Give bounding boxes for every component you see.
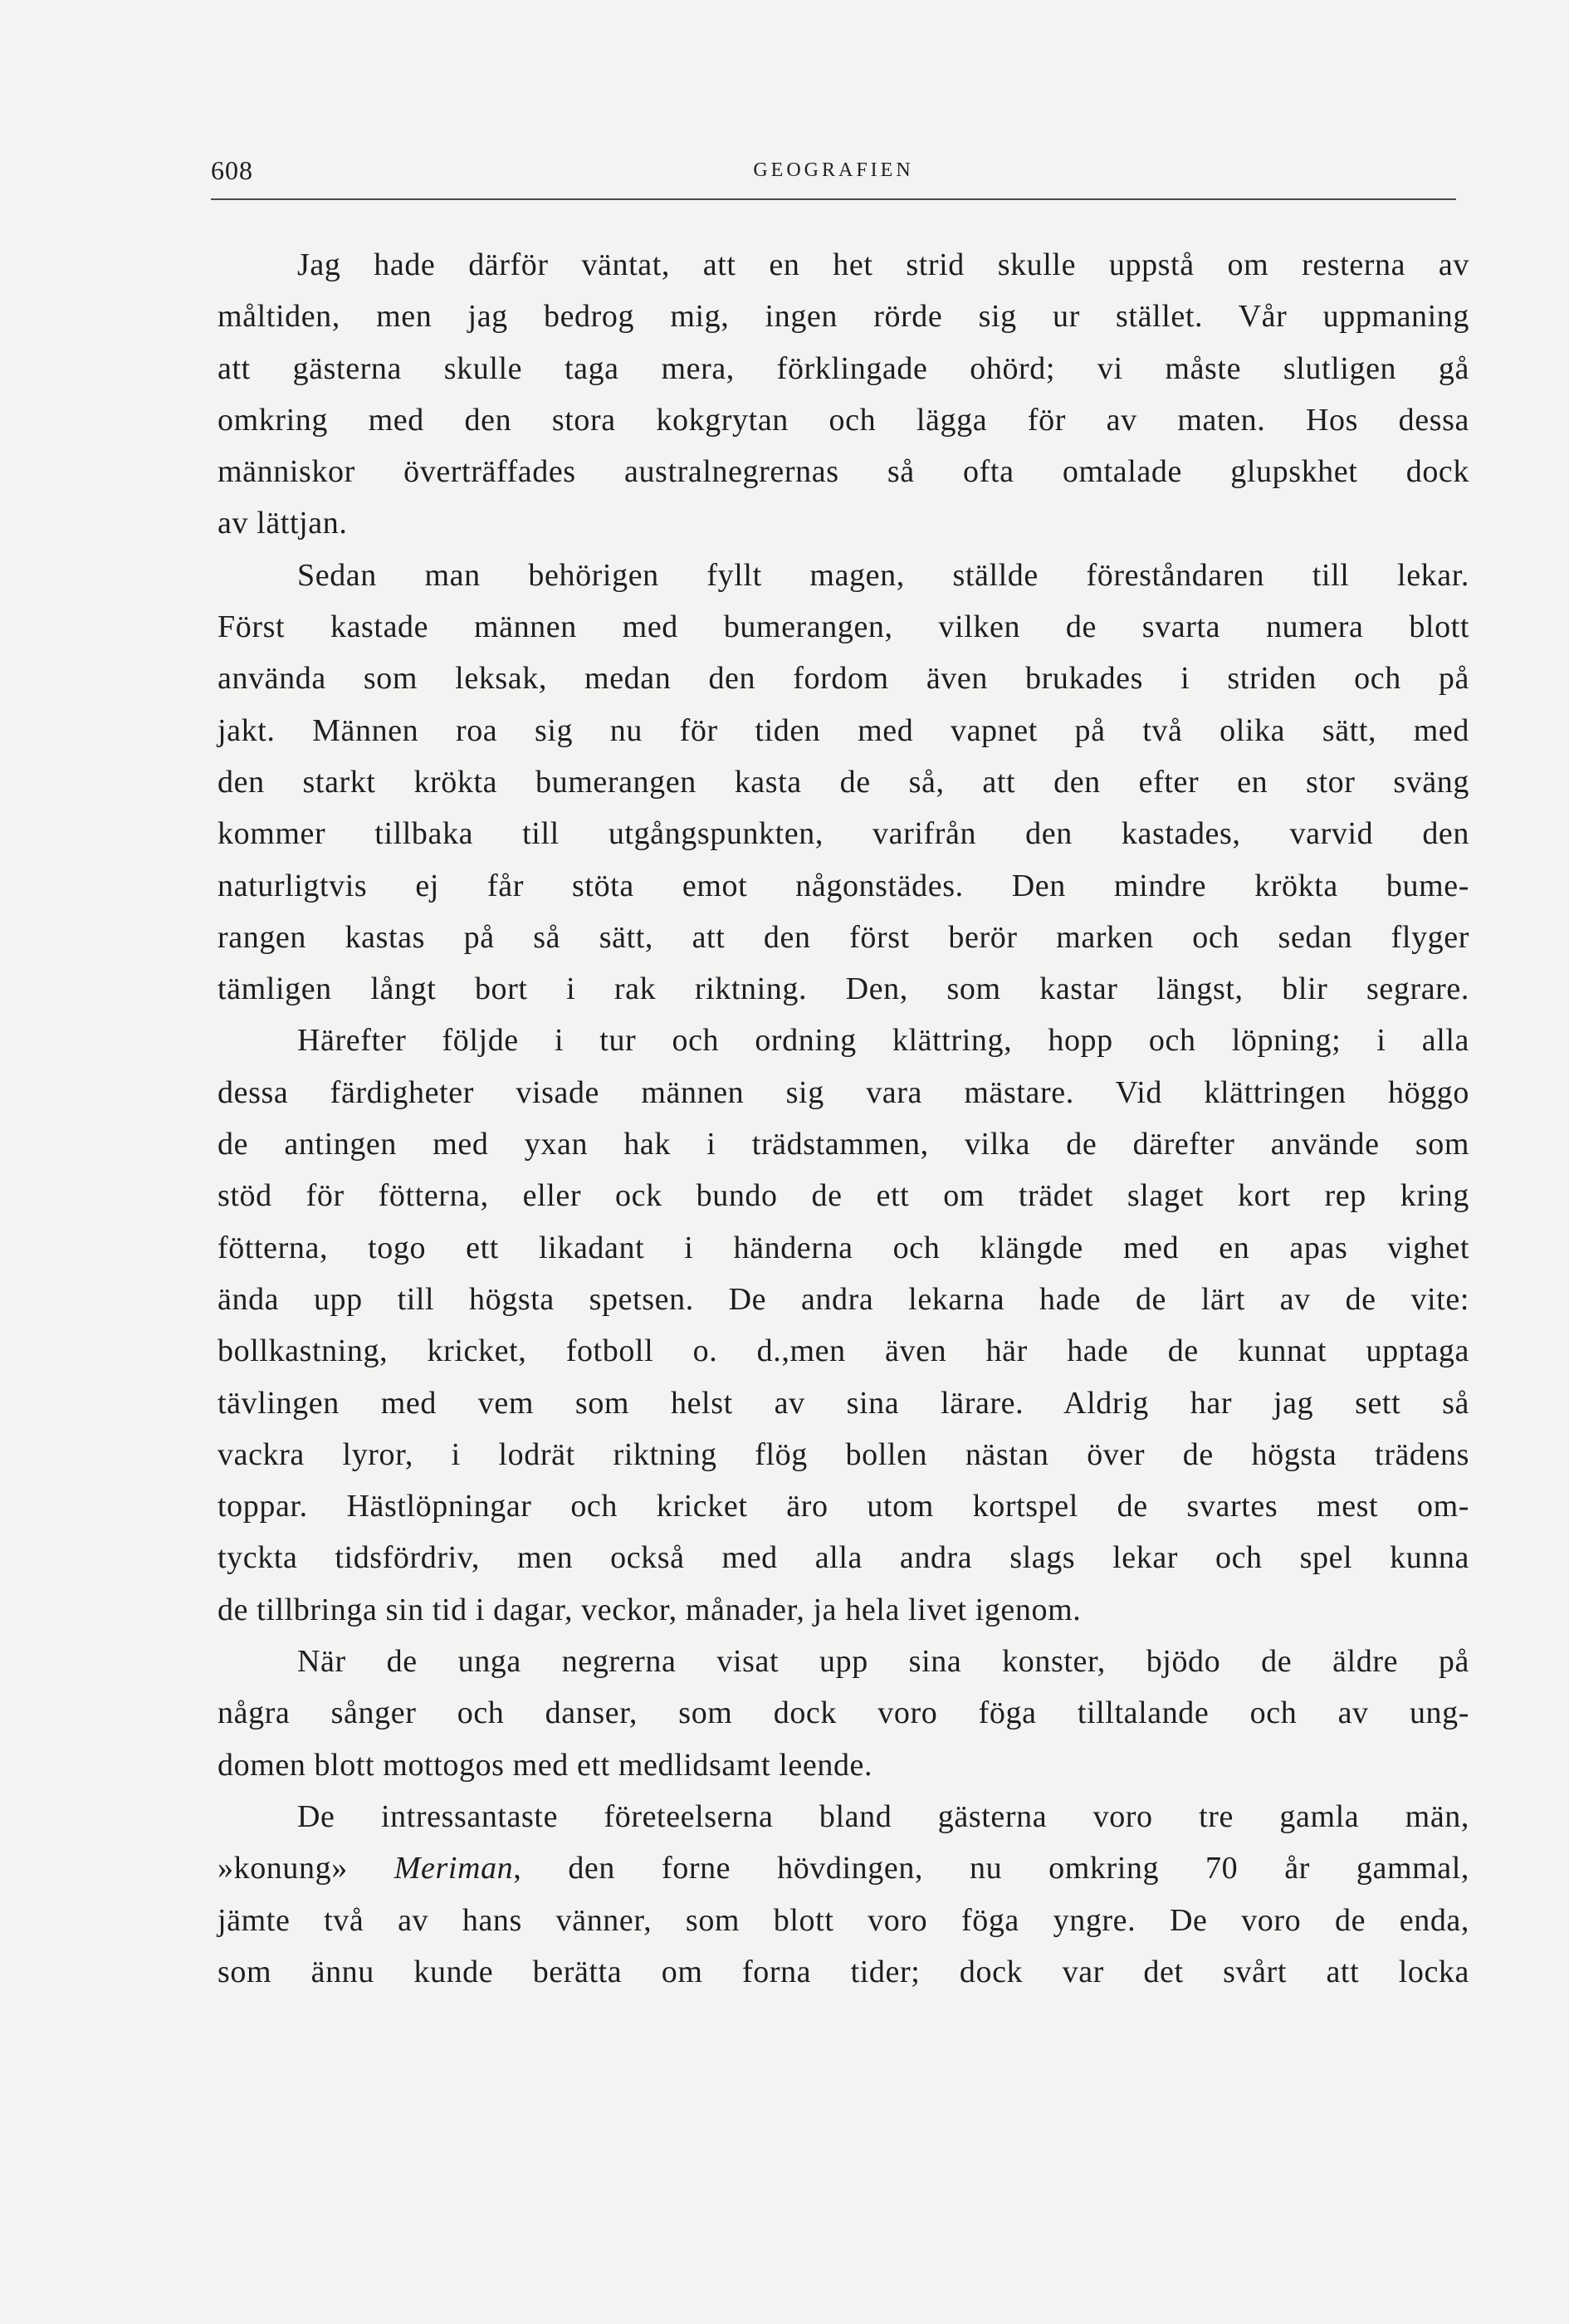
body-text (218, 239, 1469, 1998)
text-line: stöd för fötterna, eller ock bundo de ett om trädet slaget kort rep kring (218, 1178, 1469, 1214)
running-title: GEOGRAFIEN (753, 159, 914, 181)
text-line: De intressantaste företeelserna bland gästerna voro tre gamla män, (297, 1798, 1469, 1834)
text-line: När de unga negrerna visat upp sina konster, bjödo de äldre på (297, 1644, 1469, 1680)
text-line: Härefter följde i tur och ordning klättring, hopp och löpning; i alla (297, 1023, 1469, 1059)
text-line: tämligen långt bort i rak riktning. Den, som kastar längst, blir segrare. (218, 971, 1469, 1007)
text-line: av lättjan. (218, 506, 348, 541)
text-line: fötterna, togo ett likadant i händerna och klängde med en apas vighet (218, 1230, 1469, 1265)
page-number: 608 (211, 155, 253, 185)
text-line: Först kastade männen med bumerangen, vilken de svarta numera blott (218, 609, 1469, 645)
text-line: den starkt krökta bumerangen kasta de så, att den efter en stor sväng (218, 764, 1469, 800)
text-run: , den forne hövdingen, nu omkring 70 år gammal, (513, 1851, 1469, 1886)
text-line: kommer tillbaka till utgångspunkten, varifrån den kastades, varvid den (218, 816, 1469, 852)
text-line: naturligtvis ej får stöta emot någonstädes. Den mindre krökta bume- (218, 868, 1469, 903)
text-line: använda som leksak, medan den fordom även brukades i striden och på (218, 661, 1469, 697)
text-line: att gästerna skulle taga mera, förklingade ohörd; vi måste slutligen gå (218, 350, 1469, 386)
text-line: några sånger och danser, som dock voro föga tilltalande och av ung- (218, 1695, 1469, 1731)
text-line: människor överträffades australnegrernas så ofta omtalade glupskhet dock (218, 454, 1469, 490)
text-line: de antingen med yxan hak i trädstammen, vilka de därefter använde som (218, 1127, 1469, 1162)
text-line: vackra lyror, i lodrät riktning flög bollen nästan över de högsta trädens (218, 1436, 1469, 1472)
text-line: omkring med den stora kokgrytan och lägga för av maten. Hos dessa (218, 402, 1469, 438)
text-line: som ännu kunde berätta om forna tider; dock var det svårt att locka (218, 1954, 1469, 1989)
page-header (211, 152, 1456, 200)
text-run: »konung» (218, 1851, 394, 1886)
text-line: ända upp till högsta spetsen. De andra lekarna hade de lärt av de vite: (218, 1281, 1469, 1317)
text-line: jämte två av hans vänner, som blott voro föga yngre. De voro de enda, (218, 1902, 1469, 1938)
text-line: dessa färdigheter visade männen sig vara mästare. Vid klättringen höggo (218, 1074, 1469, 1110)
text-line: bollkastning, kricket, fotboll o. d.,men även här hade de kunnat upptaga (218, 1333, 1469, 1369)
text-line: toppar. Hästlöpningar och kricket äro utom kortspel de svartes mest om- (218, 1489, 1469, 1524)
text-line (218, 1842, 1469, 1894)
text-line: måltiden, men jag bedrog mig, ingen rörde sig ur stället. Vår uppmaning (218, 299, 1469, 335)
italic-name: Meriman (393, 1851, 514, 1886)
text-line: de tillbringa sin tid i dagar, veckor, månader, ja hela livet igenom. (218, 1592, 1082, 1627)
text-line: tävlingen med vem som helst av sina lärare. Aldrig har jag sett så (218, 1385, 1469, 1421)
text-line: tyckta tidsfördriv, men också med alla andra slags lekar och spel kunna (218, 1540, 1469, 1576)
text-line: rangen kastas på så sätt, att den först berör marken och sedan flyger (218, 919, 1469, 955)
text-line: Jag hade därför väntat, att en het strid skulle uppstå om resterna av (297, 247, 1469, 282)
text-line: jakt. Männen roa sig nu för tiden med vapnet på två olika sätt, med (218, 712, 1469, 748)
text-line: Sedan man behörigen fyllt magen, ställde föreståndaren till lekar. (297, 557, 1469, 593)
text-line: domen blott mottogos med ett medlidsamt leende. (218, 1747, 873, 1783)
